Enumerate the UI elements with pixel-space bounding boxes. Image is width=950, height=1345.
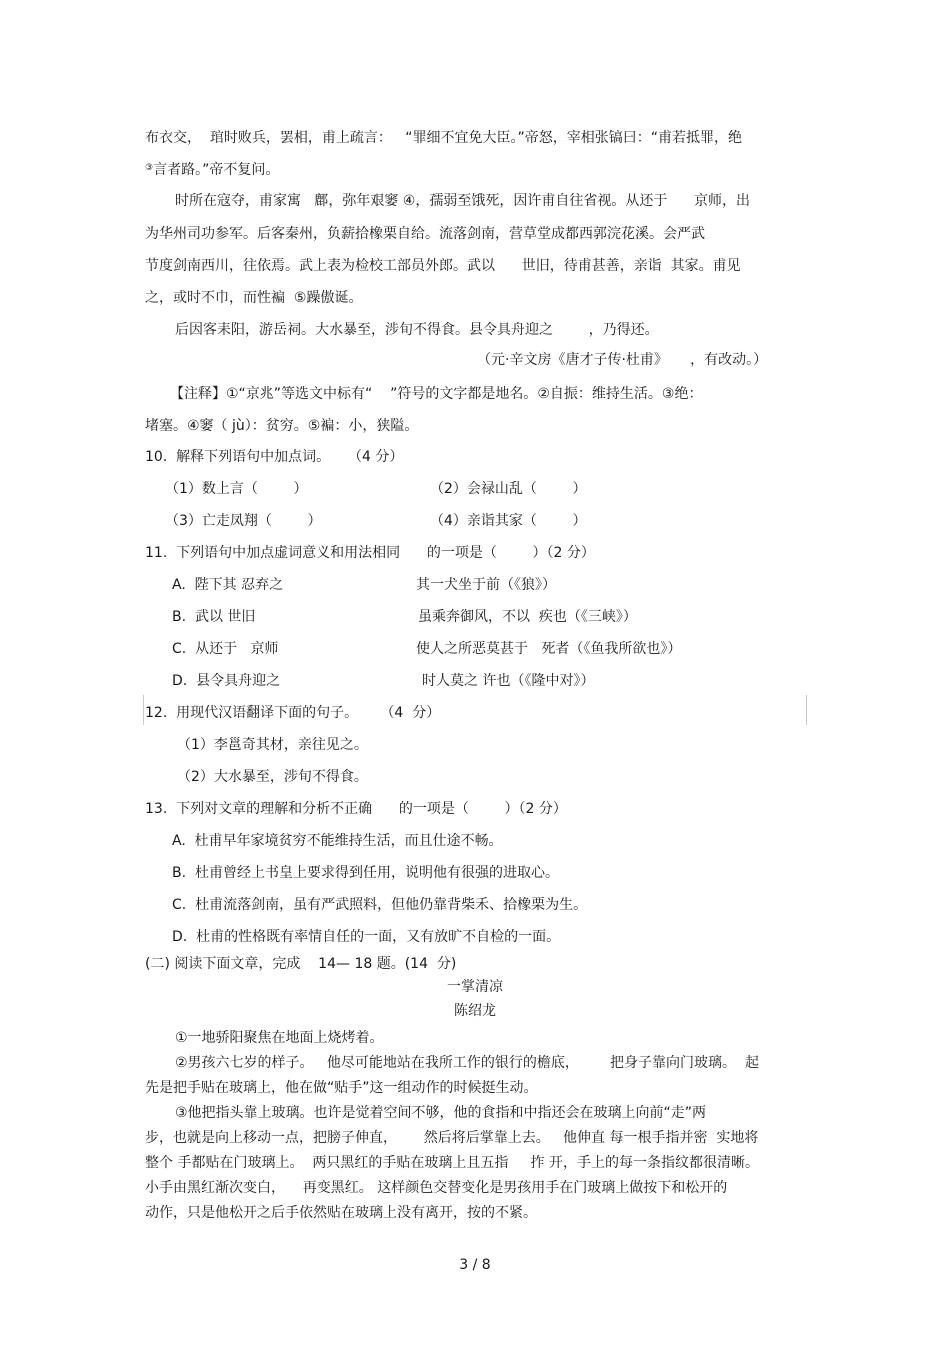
passage-line: 布衣交， 琯时败兵，罢相，甫上疏言： “罪细不宜免大臣。”帝怒，宰相张镐曰：“甫若抵罪，绝 <box>145 130 743 146</box>
option-c-right: 使人之所恶莫甚于 死者（《鱼我所欲也》） <box>416 641 682 657</box>
question-10-item: （3）亡走凤翔（ ） <box>165 513 322 529</box>
article-title: 一掌清凉 <box>447 979 503 995</box>
note-marker: ③ <box>145 163 154 173</box>
option-d: D. 杜甫的性格既有率情自任的一面，又有放旷不自检的一面。 <box>172 929 561 945</box>
article-paragraph: ②男孩六七岁的样子。 他尽可能地站在我所工作的银行的檐底， 把身子靠向门玻璃。 起 <box>175 1055 759 1071</box>
option-d-left: D. 县令具舟迎之 <box>172 673 281 689</box>
article-paragraph: ①一地骄阳聚焦在地面上烧烤着。 <box>175 1030 384 1046</box>
passage-line: 节度剑南西川，往依焉。武上表为检校工部员外郎。武以 世旧，待甫甚善，亲诣 其家。甫见 <box>145 258 741 274</box>
margin-line <box>806 695 807 725</box>
passage-line: 时所在寇夺，甫家寓 鄜，弥年艰窭 ④，孺弱至饿死，因许甫自往省视。从还于 京师，出 <box>175 193 751 209</box>
article-paragraph: 小手由黑红渐次变白， 再变黑红。 这样颜色交替变化是男孩用手在门玻璃上做按下和松开的 <box>145 1180 728 1196</box>
option-a: A. 杜甫早年家境贫穷不能维持生活，而且仕途不畅。 <box>172 833 503 849</box>
notes-line: 【注释】①“京兆”等选文中标有“ ”符号的文字都是地名。②自振：维持生活。③绝： <box>170 386 703 402</box>
question-10-title: 10. 解释下列语句中加点词。 （4 分） <box>145 449 404 465</box>
article-paragraph: 步，也就是向上移动一点，把膀子伸直， 然后将后掌靠上去。 他伸直 每一根手指并密 实地将 <box>145 1130 759 1146</box>
option-b-left: B. 武以 世旧 <box>172 609 256 625</box>
passage-source: （元·辛文房《唐才子传·杜甫》 ，有改动。） <box>477 352 768 368</box>
option-b-right: 虽乘奔御风，不以 疾也（《三峡》） <box>418 609 637 625</box>
option-d-right: 时人莫之 许也（《隆中对》） <box>422 673 595 689</box>
question-10-item: （4）亲诣其家（ ） <box>430 513 587 529</box>
passage-line: 后因客耒阳，游岳祠。大水暴至，涉旬不得食。县令具舟迎之 ，乃得还。 <box>175 322 659 338</box>
question-11-title: 11. 下列语句中加点虚词意义和用法相同 的一项是（ ）（2 分） <box>145 545 595 561</box>
question-13-title: 13. 下列对文章的理解和分析不正确 的一项是（ ）（2 分） <box>145 801 567 817</box>
option-a-left: A. 陛下其 忍弃之 <box>172 577 284 593</box>
passage-line: 之，或时不巾，而性褊 ⑤躁傲诞。 <box>145 290 363 306</box>
passage-line: ③言者路。”帝不复问。 <box>145 162 280 178</box>
question-10-item: （1）数上言（ ） <box>165 481 308 497</box>
option-b: B. 杜甫曾经上书皇上要求得到任用，说明他有很强的进取心。 <box>172 865 559 881</box>
question-12-item: （2）大水暴至，涉旬不得食。 <box>177 769 368 785</box>
option-c: C. 杜甫流落剑南，虽有严武照料，但他仍靠背柴禾、拾橡栗为生。 <box>172 897 588 913</box>
article-paragraph: 动作，只是他松开之后手依然贴在玻璃上没有离开，按的不紧。 <box>145 1205 537 1221</box>
question-12-item: （1）李邕奇其材，亲往见之。 <box>177 737 368 753</box>
page-number: 3 / 8 <box>459 1257 491 1273</box>
question-10-item: （2）会禄山乱（ ） <box>430 481 587 497</box>
article-paragraph: ③他把指头靠上玻璃。也许是觉着空间不够，他的食指和中指还会在玻璃上向前“走”两 <box>175 1105 707 1121</box>
option-a-right: 其一犬坐于前（《狼》） <box>416 577 556 593</box>
article-author: 陈绍龙 <box>454 1003 496 1019</box>
option-c-left: C. 从还于 京师 <box>172 641 279 657</box>
margin-line <box>143 695 144 725</box>
article-paragraph: 先是把手贴在玻璃上，他在做“贴手”这一组动作的时候挺生动。 <box>145 1080 538 1096</box>
section-heading: (二) 阅读下面文章，完成 14— 18 题。(14 分) <box>145 956 457 972</box>
notes-line: 堵塞。④窭（ jù）：贫穷。⑤褊：小，狭隘。 <box>145 418 419 434</box>
question-12-title: 12. 用现代汉语翻译下面的句子。 （4 分） <box>145 705 441 721</box>
article-paragraph: 整个 手都贴在门玻璃上。 两只黑红的手贴在玻璃上且五指 拃 开，手上的每一条指纹都很清晰。 <box>145 1155 760 1171</box>
passage-line: 为华州司功参军。后客秦州，负薪拾橡栗自给。流落剑南，营草堂成都西郭浣花溪。会严武 <box>145 226 705 242</box>
